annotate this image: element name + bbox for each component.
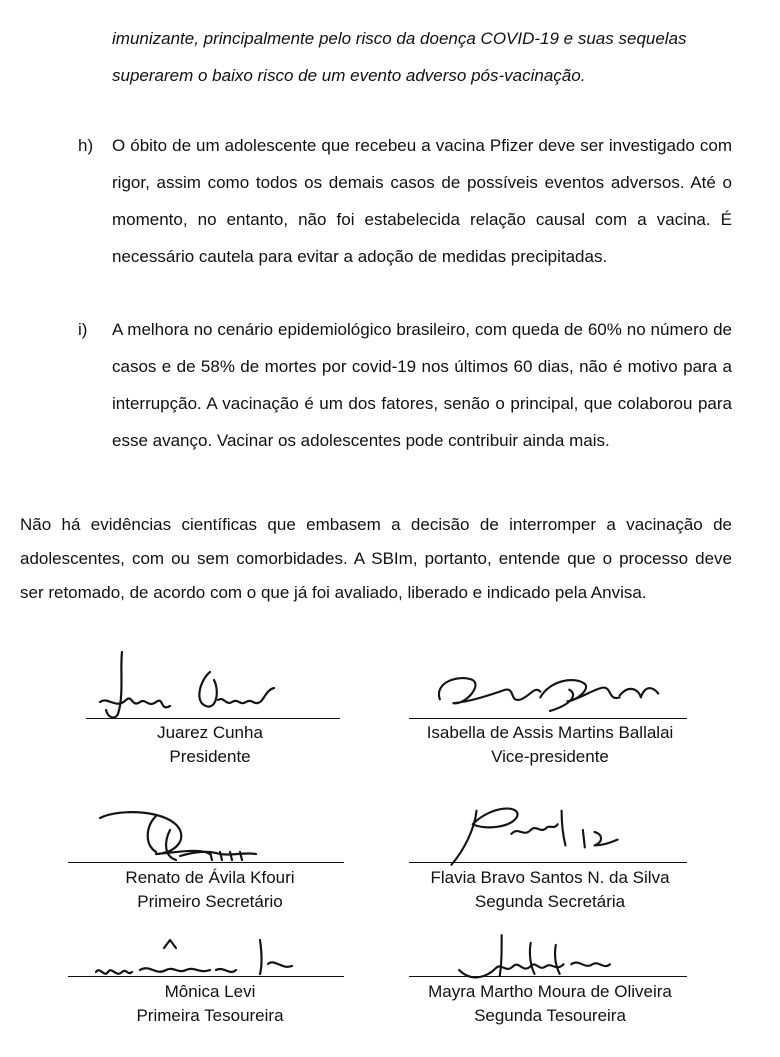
signatory-role: Segunda Tesoureira xyxy=(474,1006,626,1025)
handwritten-signature xyxy=(60,790,360,870)
signature-block-first-secretary xyxy=(60,790,360,920)
signature-line xyxy=(68,976,344,977)
paragraph-continuation: imunizante, principalmente pelo risco da doença COVID-19 e suas sequelas superarem o baixo risco de um evento adverso pós-vacinação. xyxy=(112,29,687,85)
signature-line xyxy=(409,718,687,719)
list-item-i xyxy=(78,311,732,459)
list-item-text: A melhora no cenário epidemiológico brasileiro, com queda de 60% no número de casos e de 58% de mortes por covid-19 nos últimos 60 dias, não é motivo para a interrupção. A vacinação é um dos fatores, senão o principal, que colaborou para esse avanço. Vacinar os adolescentes pode contribuir ainda mais. xyxy=(112,320,732,450)
signatory-name: Juarez Cunha xyxy=(157,723,263,742)
signatory-name: Isabella de Assis Martins Ballalai xyxy=(426,723,674,742)
signature-block-first-treasurer xyxy=(60,930,360,1050)
signatory-role: Vice-presidente xyxy=(491,747,609,766)
signature-block-second-treasurer xyxy=(405,930,695,1050)
signatory-name: Mônica Levi xyxy=(164,982,256,1001)
handwritten-signature xyxy=(405,640,695,720)
list-marker: h) xyxy=(78,136,94,155)
signature-block-president xyxy=(60,640,360,780)
signatory-role: Primeira Tesoureira xyxy=(136,1006,284,1025)
signatory-role: Segunda Secretária xyxy=(474,892,626,911)
signatory-role: Primeiro Secretário xyxy=(137,892,283,911)
signature-line xyxy=(68,862,344,863)
list-marker: i) xyxy=(78,320,88,339)
list-item-h xyxy=(78,127,732,275)
handwritten-signature xyxy=(405,790,695,870)
signature-block-second-secretary xyxy=(405,790,695,920)
signature-line xyxy=(86,718,340,719)
signatory-name: Flavia Bravo Santos N. da Silva xyxy=(430,868,670,887)
list-item-text: O óbito de um adolescente que recebeu a vacina Pfizer deve ser investigado com rigor, assim como todos os demais casos de possíveis eventos adversos. Até o momento, no entanto, não foi estabelecida relação causal com a vacina. É necessário cautela para evitar a adoção de medidas precipitadas. xyxy=(112,136,732,266)
signatory-role: Presidente xyxy=(169,747,251,766)
signatory-name: Mayra Martho Moura de Oliveira xyxy=(428,982,672,1001)
signature-line xyxy=(409,976,687,977)
signature-line xyxy=(409,862,687,863)
handwritten-signature xyxy=(60,640,360,720)
conclusion-paragraph: Não há evidências científicas que embasem a decisão de interromper a vacinação de adolescentes, com ou sem comorbidades. A SBIm, portanto, entende que o processo deve ser retomado, de acordo com o que já foi avaliado, liberado e indicado pela Anvisa. xyxy=(20,515,732,602)
signatory-name: Renato de Ávila Kfouri xyxy=(125,868,295,887)
signature-block-vice-president xyxy=(405,640,695,780)
